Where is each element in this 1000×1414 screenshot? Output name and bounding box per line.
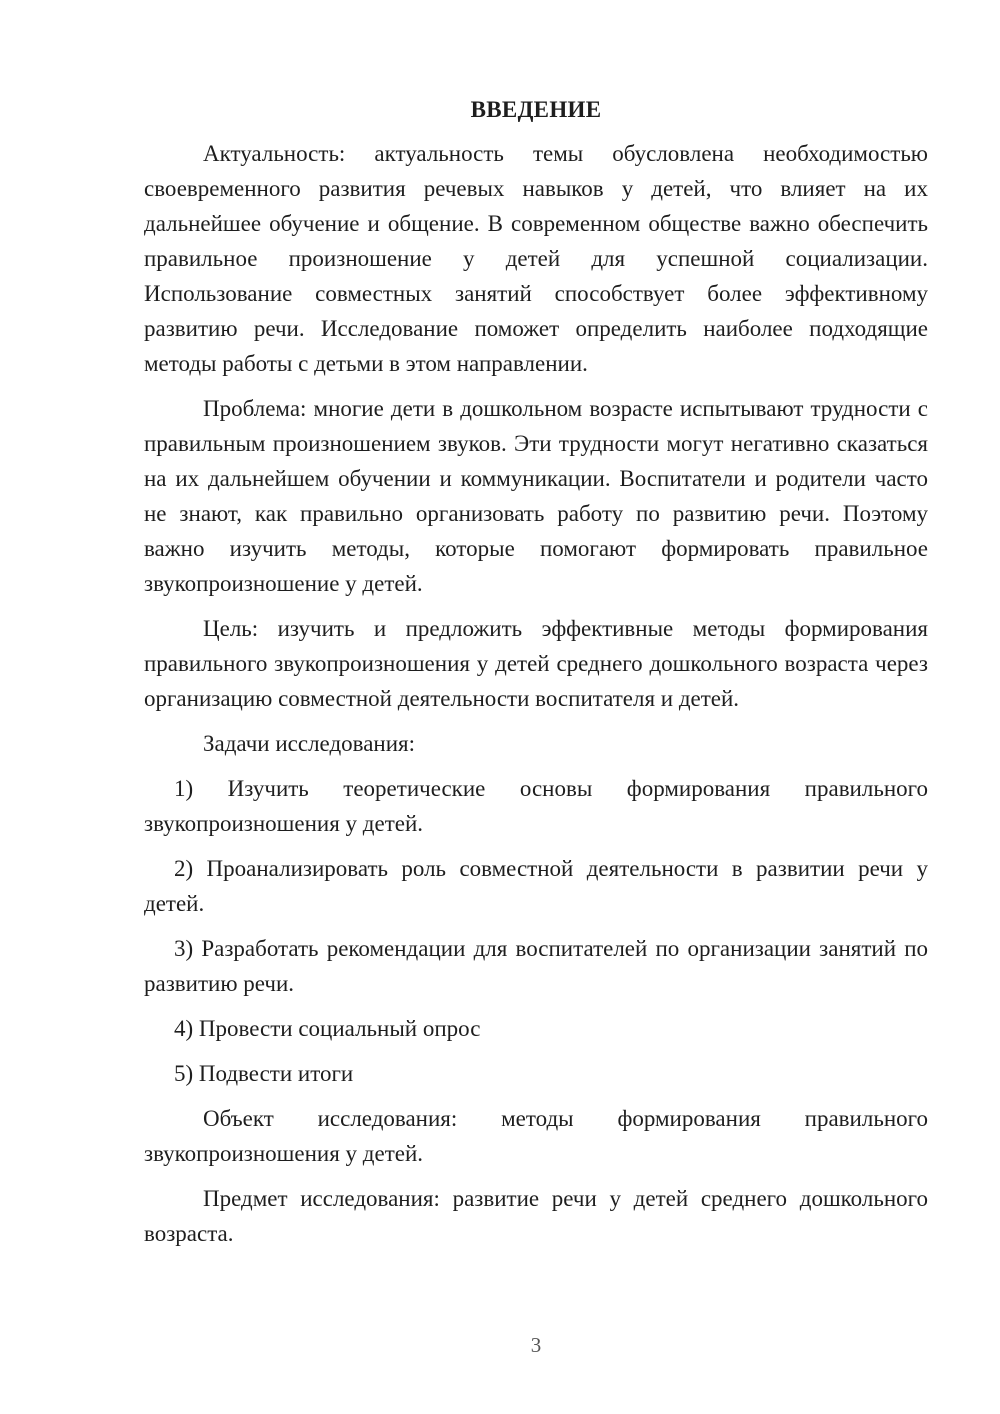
task-item: 3) Разработать рекомендации для воспитателей по организации занятий по развитию речи. [144, 936, 928, 996]
tasks-heading: Задачи исследования: [203, 731, 416, 756]
task-item: 5) Подвести итоги [174, 1061, 354, 1086]
task-item: 4) Провести социальный опрос [174, 1016, 481, 1041]
task-item: 1) Изучить теоретические основы формирования правильного звукопроизношения у детей. [144, 776, 928, 836]
relevance-paragraph: Актуальность: актуальность темы обусловлена необходимостью своевременного развития речевых навыков у детей, что влияет на их дальнейшее обучение и общение. В современном обществе важно обеспечить правильное произношение у детей для успешной социализации. Использование совместных занятий способствует более эффективному развитию речи. Исследование поможет определить наиболее подходящие методы работы с детьми в этом направлении. [144, 141, 928, 376]
page-content [144, 92, 928, 1261]
page-title: ВВЕДЕНИЕ [470, 97, 602, 122]
subject-paragraph: Предмет исследования: развитие речи у детей среднего дошкольного возраста. [144, 1186, 928, 1246]
page-number: 3 [530, 1333, 542, 1357]
tasks-list [144, 771, 928, 1091]
problem-paragraph: Проблема: многие дети в дошкольном возрасте испытывают трудности с правильным произношением звуков. Эти трудности могут негативно сказаться на их дальнейшем обучении и коммуникации. Воспитатели и родители часто не знают, как правильно организовать работу по развитию речи. Поэтому важно изучить методы, которые помогают формировать правильное звукопроизношение у детей. [144, 396, 928, 596]
object-paragraph: Объект исследования: методы формирования правильного звукопроизношения у детей. [144, 1106, 928, 1166]
task-item: 2) Проанализировать роль совместной деятельности в развитии речи у детей. [144, 856, 928, 916]
goal-paragraph: Цель: изучить и предложить эффективные методы формирования правильного звукопроизношения у детей среднего дошкольного возраста через организацию совместной деятельности воспитателя и детей. [144, 616, 928, 711]
